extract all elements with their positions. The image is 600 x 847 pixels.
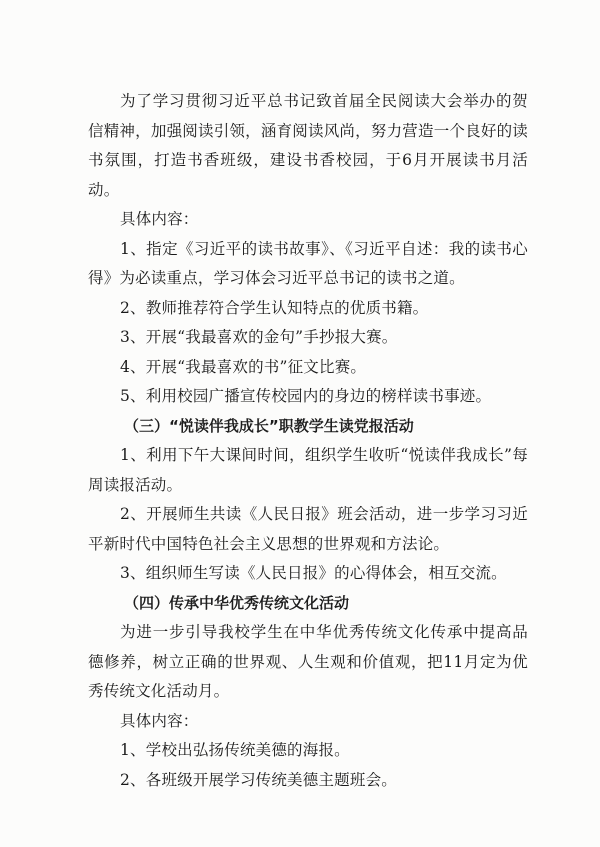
document-body xyxy=(88,87,528,795)
list-item: 1、利用下午大课间时间，组织学生收听“悦读伴我成长”每周读报活动。 xyxy=(88,446,528,494)
list-item: 1、学校出弘扬传统美德的海报。 xyxy=(120,741,350,759)
list-item: 4、开展“我最喜欢的书”征文比赛。 xyxy=(120,357,367,376)
section-4-intro: 为进一步引导我校学生在中华优秀传统文化传承中提高品德修养，树立正确的世界观、人生观和价值观，把11月定为优秀传统文化活动月。 xyxy=(88,623,528,700)
list-item: 5、利用校园广播宣传校园内的身边的榜样读书事迹。 xyxy=(120,387,492,405)
section-heading-3: （三）“悦读伴我成长”职教学生读党报活动 xyxy=(124,416,414,435)
list-item: 2、教师推荐符合学生认知特点的优质书籍。 xyxy=(120,298,429,317)
intro-paragraph: 为了学习贯彻习近平总书记致首届全民阅读大会举办的贺信精神，加强阅读引领，涵育阅读风尚，努力营造一个良好的读书氛围，打造书香班级，建设书香校园，于6月开展读书月活动。 xyxy=(88,92,528,199)
list-item: 3、开展“我最喜欢的金句”手抄报大赛。 xyxy=(120,328,398,346)
list-item: 3、组织师生写读《人民日报》的心得体会，相互交流。 xyxy=(120,564,507,582)
list-item: 2、各班级开展学习传统美德主题班会。 xyxy=(120,770,397,789)
section-heading-4: （四）传承中华优秀传统文化活动 xyxy=(124,593,350,612)
list-item: 2、开展师生共读《人民日报》班会活动，进一步学习习近平新时代中国特色社会主义思想的世界观和方法论。 xyxy=(88,505,528,553)
content-label: 具体内容： xyxy=(120,210,199,228)
content-label: 具体内容： xyxy=(120,711,199,730)
list-item: 1、指定《习近平的读书故事》、《习近平自述：我的读书心得》为必读重点，学习体会习近平总书记的读书之道。 xyxy=(88,239,528,287)
